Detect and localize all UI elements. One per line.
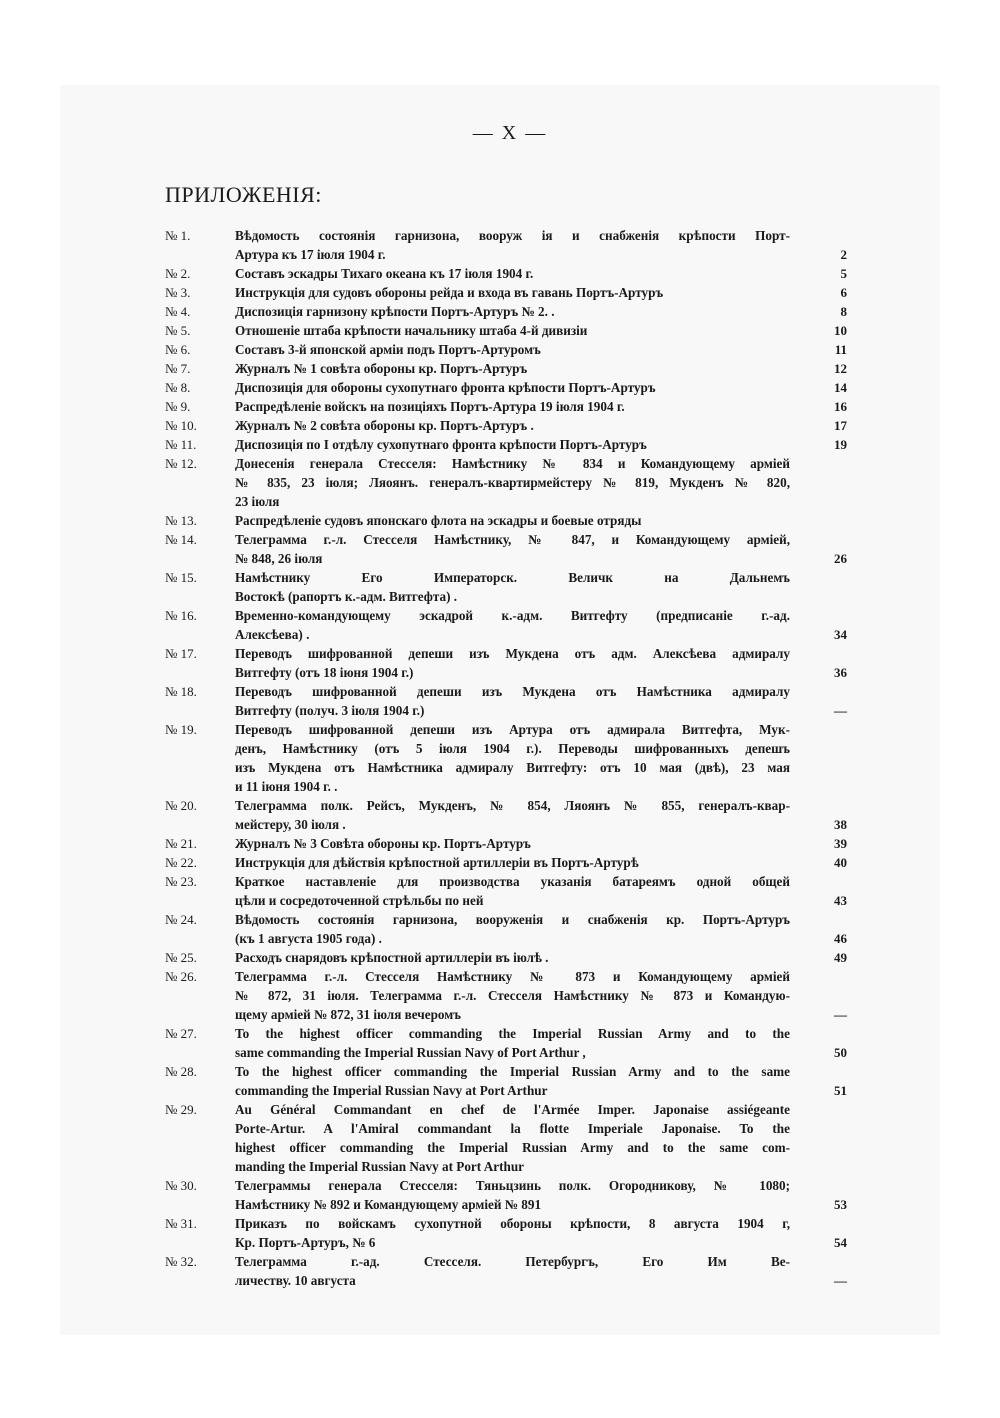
entry-text-line: Алексѣева) . [235, 627, 310, 642]
page-number: 11 [834, 342, 847, 357]
page-number: 54 [834, 1235, 847, 1250]
entry-text-line: № 872, 31 іюля. Телеграмма г.-л. Стесселя Намѣстнику № 873 и Командую- [235, 988, 790, 1003]
appendix-entry [165, 910, 855, 948]
page-number: — [834, 1007, 847, 1022]
entry-number: № 8. [165, 380, 191, 395]
entry-text-line: To the highest officer commanding the Imperial Russian Army and to the same [235, 1064, 790, 1079]
entry-number: № 22. [165, 855, 197, 870]
page-number: 16 [834, 399, 847, 414]
page-number: 14 [834, 380, 847, 395]
entry-text-line: Составъ эскадры Тихаго океана къ 17 іюля 1904 г. [235, 266, 534, 281]
appendix-entry [165, 416, 855, 435]
entry-text-line: денъ, Намѣстнику (отъ 5 іюля 1904 г.). Переводы шифрованныхъ депешъ [235, 741, 790, 756]
entry-number: № 10. [165, 418, 197, 433]
entry-text-line: Переводъ шифрованной депеши изъ Мукдена отъ адм. Алексѣева адмиралу [235, 646, 790, 661]
appendix-entry [165, 1176, 855, 1214]
entry-number: № 9. [165, 399, 191, 414]
entry-text-line: Намѣстнику Его Императорск. Величк на Дальнемъ [235, 570, 790, 585]
appendix-entry [165, 682, 855, 720]
entry-text-line: (къ 1 августа 1905 года) . [235, 931, 382, 946]
appendix-entry [165, 720, 855, 796]
entry-text-line: Диспозиція по I отдѣлу сухопутнаго фронта крѣпости Портъ-Артуръ [235, 437, 647, 452]
page-number: 17 [834, 418, 847, 433]
entry-text-line: Журналъ № 2 совѣта обороны кр. Портъ-Артуръ . [235, 418, 534, 433]
entry-number: № 25. [165, 950, 197, 965]
entry-text-line: личеству. 10 августа [235, 1273, 356, 1288]
page-number: 12 [834, 361, 847, 376]
entry-text-line: To the highest officer commanding the Imperial Russian Army and to the [235, 1026, 790, 1041]
entry-text-line: Переводъ шифрованной депеши изъ Артура отъ адмирала Витгефта, Мук- [235, 722, 790, 737]
entry-text-line: manding the Imperial Russian Navy at Port Arthur [235, 1159, 525, 1174]
entry-text-line: Вѣдомость состоянія гарнизона, вооруж ія и снабженія крѣпости Порт- [235, 228, 790, 243]
appendix-entry [165, 340, 855, 359]
entry-text-line: Инструкція для дѣйствія крѣпостной артиллеріи въ Портъ-Артурѣ [235, 855, 639, 870]
appendix-entry [165, 967, 855, 1024]
entry-number: № 18. [165, 684, 197, 699]
entry-text-line: Краткое наставленіе для производства указанія батареямъ одной общей [235, 874, 790, 889]
entry-number: № 7. [165, 361, 191, 376]
page-number: 2 [840, 247, 847, 262]
entry-number: № 28. [165, 1064, 197, 1079]
entry-number: № 2. [165, 266, 191, 281]
appendix-entry [165, 530, 855, 568]
appendix-entry [165, 378, 855, 397]
page-number: 19 [834, 437, 847, 452]
appendix-entry [165, 1062, 855, 1100]
entry-text-line: мейстеру, 30 іюля . [235, 817, 346, 832]
appendix-entry [165, 359, 855, 378]
appendix-list [165, 226, 855, 1290]
section-title: ПРИЛОЖЕНІЯ: [165, 182, 322, 207]
entry-number: № 23. [165, 874, 197, 889]
appendix-entry [165, 796, 855, 834]
page-number: — [834, 703, 847, 718]
entry-text-line: Au Général Commandant en chef de l'Armée Imper. Japonaise assiégeante [235, 1102, 790, 1117]
entry-text-line: Донесенія генерала Стесселя: Намѣстнику № 834 и Командующему арміей [235, 456, 790, 471]
entry-number: № 15. [165, 570, 197, 585]
page-number: 46 [834, 931, 847, 946]
entry-text-line: Составъ 3-й японской арміи подъ Портъ-Артуромъ [235, 342, 541, 357]
page-number: 40 [834, 855, 847, 870]
page-number: — [834, 1273, 847, 1288]
page-number: 5 [840, 266, 847, 281]
appendix-entry [165, 435, 855, 454]
page-number: 53 [834, 1197, 847, 1212]
appendix-entry [165, 302, 855, 321]
appendix-entry [165, 1252, 855, 1290]
entry-text-line: Востокѣ (рапортъ к.-адм. Витгефта) . [235, 589, 458, 604]
entry-number: № 21. [165, 836, 197, 851]
entry-number: № 1. [165, 228, 191, 243]
appendix-entry [165, 1100, 855, 1176]
entry-text-line: и 11 іюня 1904 г. . [235, 779, 338, 794]
entry-text-line: Журналъ № 3 Совѣта обороны кр. Портъ-Артуръ [235, 836, 531, 851]
entry-text-line: № 848, 26 іюля [235, 551, 323, 566]
entry-number: № 6. [165, 342, 191, 357]
entry-number: № 5. [165, 323, 191, 338]
entry-text-line: Инструкція для судовъ обороны рейда и входа въ гавань Портъ-Артуръ [235, 285, 664, 300]
entry-text-line: цѣли и сосредоточенной стрѣльбы по ней [235, 893, 484, 908]
appendix-entry [165, 1024, 855, 1062]
entry-number: № 29. [165, 1102, 197, 1117]
appendix-entry [165, 511, 855, 530]
page-number: 43 [834, 893, 847, 908]
entry-text-line: Телеграмма г.-ад. Стесселя. Петербургъ, Его Им Ве- [235, 1254, 790, 1269]
entry-text-line: Диспозиція для обороны сухопутнаго фронта крѣпости Портъ-Артуръ [235, 380, 656, 395]
entry-text-line: Вѣдомость состоянія гарнизона, вооруженія и снабженія кр. Портъ-Артуръ [235, 912, 790, 927]
entry-number: № 13. [165, 513, 197, 528]
entry-text-line: Витгефту (отъ 18 іюня 1904 г.) [235, 665, 414, 680]
page-number: 34 [834, 627, 847, 642]
page-number: 49 [834, 950, 847, 965]
entry-text-line: Журналъ № 1 совѣта обороны кр. Портъ-Артуръ [235, 361, 528, 376]
appendix-entry [165, 853, 855, 872]
appendix-entry [165, 226, 855, 264]
appendix-entry [165, 397, 855, 416]
entry-text-line: Переводъ шифрованной депеши изъ Мукдена отъ Намѣстника адмиралу [235, 684, 790, 699]
running-head: — X — [472, 122, 548, 144]
entry-number: № 12. [165, 456, 197, 471]
entry-text-line: Телеграмма полк. Рейсъ, Мукденъ, № 854, Ляоянъ № 855, генералъ-квар- [235, 798, 790, 813]
entry-text-line: Телеграмма г.-л. Стесселя Намѣстнику № 873 и Командующему арміей [235, 969, 790, 984]
entry-number: № 14. [165, 532, 197, 547]
entry-number: № 11. [165, 437, 197, 452]
appendix-entry [165, 948, 855, 967]
entry-number: № 17. [165, 646, 197, 661]
appendix-entry [165, 454, 855, 511]
page-number: 36 [834, 665, 847, 680]
entry-number: № 16. [165, 608, 197, 623]
entry-text-line: изъ Мукдена отъ Намѣстника адмиралу Витгефту: отъ 10 мая (двѣ), 23 мая [235, 760, 790, 775]
page-number: 38 [834, 817, 847, 832]
page-number: 6 [840, 285, 847, 300]
entry-text-line: Намѣстнику № 892 и Командующему арміей № 891 [235, 1197, 542, 1212]
entry-number: № 27. [165, 1026, 197, 1041]
entry-number: № 30. [165, 1178, 197, 1193]
appendix-entry [165, 606, 855, 644]
entry-text-line: Телеграмма г.-л. Стесселя Намѣстнику, № 847, и Командующему арміей, [235, 532, 790, 547]
entry-text-line: commanding the Imperial Russian Navy at Port Arthur [235, 1083, 548, 1098]
entry-text-line: № 835, 23 іюля; Ляоянъ. генералъ-квартирмейстеру № 819, Мукденъ № 820, [235, 475, 790, 490]
entry-number: № 31. [165, 1216, 197, 1231]
appendix-entry [165, 834, 855, 853]
entry-text-line: Отношеніе штаба крѣпости начальнику штаба 4-й дивизіи [235, 323, 588, 338]
entry-text-line: Приказъ по войскамъ сухопутной обороны крѣпости, 8 августа 1904 г, [235, 1216, 790, 1231]
entry-number: № 19. [165, 722, 197, 737]
entry-text-line: Артура къ 17 іюля 1904 г. [235, 247, 386, 262]
entry-text-line: щему арміей № 872, 31 іюля вечеромъ [235, 1007, 461, 1022]
entry-text-line: Витгефту (получ. 3 іюля 1904 г.) [235, 703, 425, 718]
page-number: 39 [834, 836, 847, 851]
appendix-entry [165, 644, 855, 682]
entry-text-line: Кр. Портъ-Артуръ, № 6 [235, 1235, 376, 1250]
entry-text-line: Распредѣленіе войскъ на позиціяхъ Портъ-Артура 19 іюля 1904 г. [235, 399, 625, 414]
entry-number: № 32. [165, 1254, 197, 1269]
entry-number: № 20. [165, 798, 197, 813]
entry-text-line: Расходъ снарядовъ крѣпостной артиллеріи въ іюлѣ . [235, 950, 549, 965]
entry-text-line: Porte-Artur. A l'Amiral commandant la flotte Imperiale Japonaise. To the [235, 1121, 790, 1136]
entry-text-line: 23 іюля [235, 494, 280, 509]
entry-number: № 26. [165, 969, 197, 984]
appendix-entry [165, 568, 855, 606]
page-number: 8 [840, 304, 847, 319]
entry-text-line: Диспозиція гарнизону крѣпости Портъ-Артуръ № 2. . [235, 304, 555, 319]
page-number: 51 [834, 1083, 847, 1098]
entry-text-line: Распредѣленіе судовъ японскаго флота на эскадры и боевые отряды [235, 513, 642, 528]
appendix-entry [165, 1214, 855, 1252]
entry-text-line: same commanding the Imperial Russian Navy of Port Arthur , [235, 1045, 586, 1060]
appendix-entry [165, 321, 855, 340]
entry-text-line: Телеграммы генерала Стесселя: Тяньцзинь полк. Огородникову, № 1080; [235, 1178, 790, 1193]
entry-number: № 24. [165, 912, 197, 927]
entry-number: № 4. [165, 304, 191, 319]
entry-text-line: highest officer commanding the Imperial Russian Army and to the same com- [235, 1140, 790, 1155]
page-number: 10 [834, 323, 847, 338]
appendix-entry [165, 283, 855, 302]
page-number: 50 [834, 1045, 847, 1060]
entry-text-line: Временно-командующему эскадрой к.-адм. Витгефту (предписаніе г.-ад. [235, 608, 790, 623]
appendix-entry [165, 264, 855, 283]
page-number: 26 [834, 551, 847, 566]
appendix-entry [165, 872, 855, 910]
entry-number: № 3. [165, 285, 191, 300]
